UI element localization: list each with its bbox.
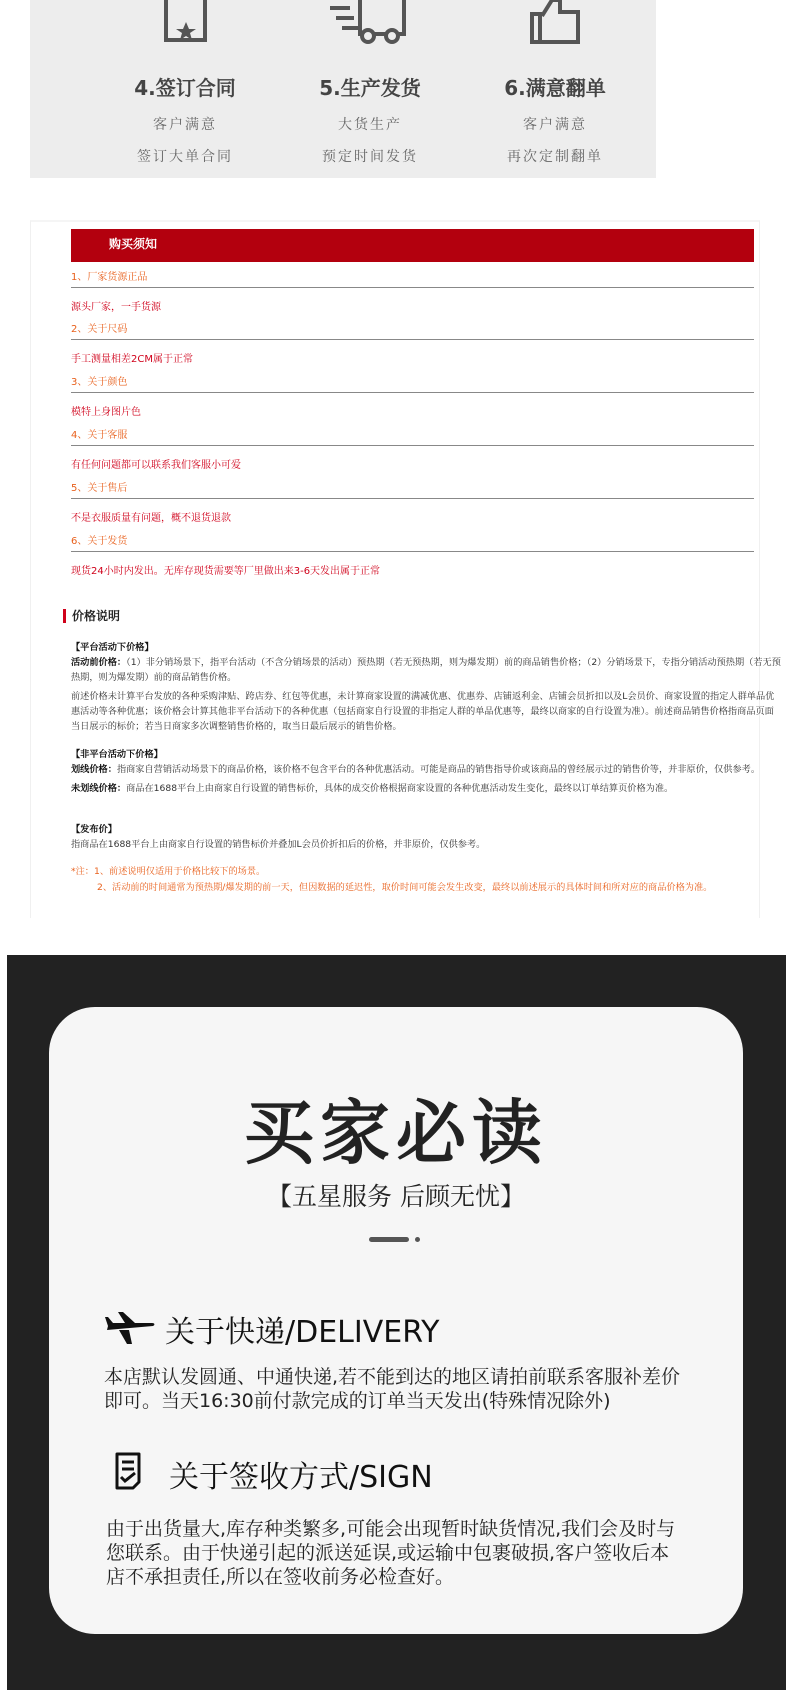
platform-price-heading: 【平台活动下价格】 — [71, 642, 154, 653]
step-title: 4.签订合同 — [134, 76, 236, 100]
airplane-icon — [105, 1312, 155, 1344]
buyer-subtitle: 【五星服务 后顾无忧】 — [267, 1182, 525, 1211]
buyer-must-read-section — [7, 955, 786, 1690]
buyer-card — [49, 1007, 743, 1634]
step-reorder — [455, 0, 655, 178]
notice-item-desc: 现货24小时内发出。无库存现货需要等厂里做出来3-6天发出属于正常 — [71, 566, 381, 577]
delivery-title: 关于快递/DELIVERY — [165, 1315, 440, 1350]
notice-item-desc: 有任何问题都可以联系我们客服小可爱 — [71, 460, 241, 471]
price-section-title: 价格说明 — [63, 609, 120, 623]
notice-item-title: 4、关于客服 — [71, 426, 754, 446]
notice-item-title: 6、关于发货 — [71, 532, 754, 552]
pre-price-label: 活动前价格： — [71, 657, 127, 668]
step-contract — [85, 0, 285, 178]
sign-text: 由于出货量大,库存种类繁多,可能会出现暂时缺货情况,我们会及时与您联系。由于快递引起的派送延误,或运输中包裹破损,客户签收后本店不承担责任,所以在签收前务必检查好。 — [106, 1518, 676, 1588]
unstrike-price-label: 未划线价格： — [71, 783, 127, 794]
pre-price-text: 活动前价格：（1）非分销场景下，指平台活动（不含分销场景的活动）预热期（若无预热期，则为爆发期）前的商品销售价格；（2）分销场景下，专指分销活动预热期（若无预热期，则为爆发期）前的商品销售价格。 — [71, 657, 781, 683]
purchase-notice — [30, 220, 781, 918]
notice-item-desc: 不是衣服质量有问题，概不退货退款 — [71, 513, 231, 524]
notice-item-title: 5、关于售后 — [71, 479, 754, 499]
delivery-truck-icon — [320, 0, 420, 50]
divider-dot — [415, 1237, 420, 1242]
divider-bar — [369, 1237, 409, 1242]
notice-item-title: 1、厂家货源正品 — [71, 268, 754, 288]
step-line1: 客户满意 — [153, 117, 217, 133]
strike-price-text: 划线价格：指商家自营销活动场景下的商品价格，该价格不包含平台的各种优惠活动。可能是商品的销售指导价或该商品的曾经展示过的销售价等，并非原价，仅供参考。 — [71, 764, 761, 775]
contract-icon — [155, 0, 215, 50]
step-production — [270, 0, 470, 178]
release-price-block — [71, 822, 783, 852]
delivery-text: 本店默认发圆通、中通快递,若不能到达的地区请拍前联系客服补差价即可。当天16:30前付款完成的订单当天发出(特殊情况除外) — [104, 1366, 681, 1412]
unstrike-price-text: 未划线价格：商品在1688平台上由商家自行设置的销售标价，具体的成交价格根据商家设置的各种优惠活动发生变化，最终以订单结算页价格为准。 — [71, 783, 674, 794]
notice-item-desc: 源头厂家，一手货源 — [71, 302, 161, 313]
notice-item-title: 2、关于尺码 — [71, 320, 754, 340]
notice-item-desc: 手工测量相差2CM属于正常 — [71, 354, 193, 365]
price-note-1: *注：1、前述说明仅适用于价格比较下的场景。 — [71, 866, 266, 877]
notice-header: 购买须知 — [71, 229, 754, 262]
price-note-2: 2、活动前的时间通常为预热期/爆发期的前一天，但因数据的延迟性，取价时间可能会发生改变，最终以前述展示的具体时间和所对应的商品价格为准。 — [97, 882, 713, 893]
release-price-heading: 【发布价】 — [71, 824, 117, 835]
step-line1: 客户满意 — [523, 117, 587, 133]
sign-receipt-icon — [111, 1452, 145, 1490]
sign-title: 关于签收方式/SIGN — [169, 1460, 433, 1495]
process-steps — [30, 0, 656, 178]
step-title: 5.生产发货 — [319, 76, 421, 100]
step-title: 6.满意翻单 — [504, 76, 606, 100]
strike-price-label: 划线价格： — [71, 764, 117, 775]
release-price-text: 指商品在1688平台上由商家自行设置的销售标价并叠加L会员价折扣后的价格，并非原价，仅供参考。 — [71, 839, 486, 850]
step-line2: 再次定制翻单 — [507, 149, 603, 165]
step-line1: 大货生产 — [338, 117, 402, 133]
thumbs-up-icon — [520, 0, 590, 50]
notice-item-title: 3、关于颜色 — [71, 373, 754, 393]
platform-price-block — [71, 640, 783, 734]
step-line2: 签订大单合同 — [137, 149, 233, 165]
nonplatform-price-heading: 【非平台活动下价格】 — [71, 749, 163, 760]
notice-item-desc: 模特上身图片色 — [71, 407, 141, 418]
step-line2: 预定时间发货 — [322, 149, 418, 165]
pre-price-text2: 前述价格未计算平台发放的各种采购津贴、跨店券、红包等优惠，未计算商家设置的满减优惠、优惠券、店铺返利金、店铺会员折扣以及L会员价、商家设置的指定人群单品优惠活动等各种优惠；该价格会计算其他非平台活动下的各种优惠（包括商家自行设置的非指定人群的单品优惠等，最终以商家的自行设置为准）。前述商品销售价格指商品页面当日展示的标价；若当日商家多次调整销售价格的，取当日最后展示的销售价格。 — [71, 691, 775, 732]
buyer-title: 买家必读 — [244, 1092, 548, 1174]
nonplatform-price-block — [71, 747, 783, 796]
